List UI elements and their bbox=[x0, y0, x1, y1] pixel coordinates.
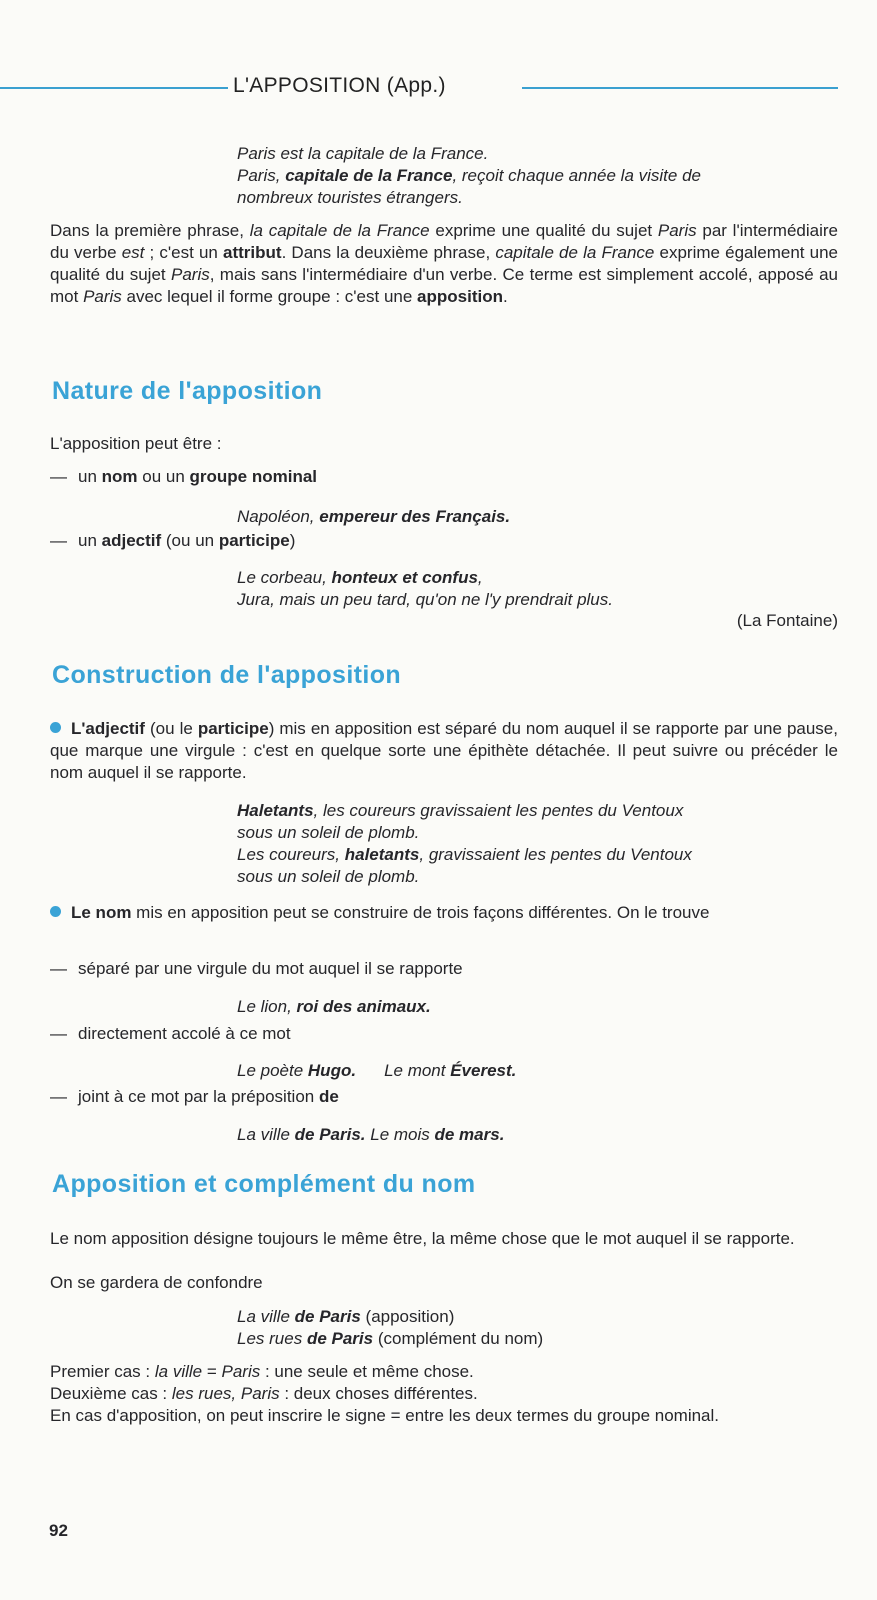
construction-case-2-example: Le poète Hugo. Le mont Éverest. bbox=[237, 1061, 517, 1080]
intro-examples bbox=[237, 143, 839, 209]
construction-case-3: — joint à ce mot par la préposition de bbox=[50, 1087, 339, 1106]
compare-conclusion: Premier cas : la ville = Paris : une seule et même chose. Deuxième cas : les rues, Paris : deux choses différentes. En cas d'apposition, on peut inscrire le signe = entre les deux termes du groupe nominal. bbox=[50, 1362, 720, 1425]
compare-paragraph-1: Le nom apposition désigne toujours le même être, la même chose que le mot auquel il se rapporte. bbox=[50, 1229, 795, 1248]
page-header-title: L'APPOSITION (App.) bbox=[233, 74, 446, 97]
construction-paragraph-1: L'adjectif (ou le participe) mis en apposition est séparé du nom auquel il se rapporte par une pause, que marque une virgule : c'est en quelque sorte une épithète détachée. Il peut suivre ou précéder le nom auquel il se rapporte. bbox=[50, 719, 838, 782]
construction-case-1-example: Le lion, roi des animaux. bbox=[237, 997, 431, 1016]
nature-intro: L'apposition peut être : bbox=[50, 434, 222, 453]
nature-source: (La Fontaine) bbox=[736, 611, 838, 630]
construction-examples-adjectif: Haletants, les coureurs gravissaient les pentes du Ventoux sous un soleil de plomb. Les coureurs, haletants, gravissaient les pentes du Ventoux sous un soleil de plomb. bbox=[237, 801, 692, 886]
nature-example-1: Napoléon, empereur des Français. bbox=[237, 507, 511, 526]
construction-paragraph-2: Le nom mis en apposition peut se construire de trois façons différentes. On le trouve bbox=[50, 902, 838, 924]
header-rule-left bbox=[0, 87, 228, 89]
heading-construction: Construction de l'apposition bbox=[52, 661, 402, 689]
heading-compare: Apposition et complément du nom bbox=[52, 1170, 476, 1198]
intro-example-3: nombreux touristes étrangers. bbox=[237, 188, 463, 207]
construction-case-1: — séparé par une virgule du mot auquel il se rapporte bbox=[50, 959, 463, 978]
nature-example-2: Le corbeau, honteux et confus, Jura, mais un peu tard, qu'on ne l'y prendrait plus. bbox=[237, 568, 613, 609]
construction-case-3-example: La ville de Paris. Le mois de mars. bbox=[237, 1125, 505, 1144]
compare-examples: La ville de Paris (apposition) Les rues de Paris (complément du nom) bbox=[237, 1307, 544, 1348]
page-number: 92 bbox=[49, 1521, 68, 1540]
construction-case-2: — directement accolé à ce mot bbox=[50, 1024, 291, 1043]
bullet-icon bbox=[50, 722, 61, 733]
intro-paragraph: Dans la première phrase, la capitale de la France exprime une qualité du sujet Paris par l'intermédiaire du verbe est ; c'est un attribut. Dans la deuxième phrase, capitale de la France exprime également une qualité du sujet Paris, mais sans l'intermédiaire d'un verbe. Ce terme est simplement accolé, apposé au mot Paris avec lequel il forme groupe : c'est une apposition. bbox=[50, 221, 839, 306]
compare-paragraph-2: On se gardera de confondre bbox=[50, 1273, 263, 1292]
header-rule-right bbox=[522, 87, 838, 89]
intro-example-1: Paris est la capitale de la France. bbox=[237, 144, 489, 163]
nature-item-nom: — un nom ou un groupe nominal bbox=[50, 467, 318, 486]
heading-nature: Nature de l'apposition bbox=[52, 377, 323, 405]
bullet-icon bbox=[50, 906, 61, 917]
intro-example-2: Paris, capitale de la France, reçoit chaque année la visite de bbox=[237, 166, 701, 185]
nature-item-adjectif: — un adjectif (ou un participe) bbox=[50, 531, 296, 550]
